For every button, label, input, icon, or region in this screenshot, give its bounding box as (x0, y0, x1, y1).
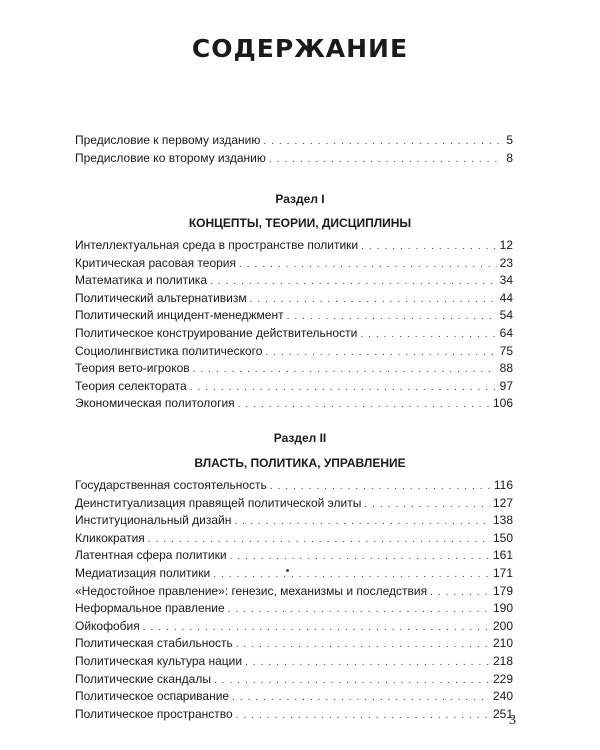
section-2-list (75, 477, 513, 723)
toc-entry-page: 150 (492, 530, 513, 545)
dot-leader (210, 273, 497, 291)
toc-entry-page: 34 (499, 273, 513, 288)
dot-leader (236, 636, 490, 654)
section-2-heading: ВЛАСТЬ, ПОЛИТИКА, УПРАВЛЕНИЕ (194, 456, 406, 470)
toc-entry[interactable] (75, 583, 513, 601)
dot-leader (236, 707, 490, 725)
dot-leader (232, 689, 490, 707)
toc-entry-page: 200 (492, 618, 513, 633)
toc-entry[interactable] (75, 653, 513, 671)
dot-leader (269, 151, 503, 169)
toc-entry[interactable] (75, 495, 513, 513)
dot-leader (228, 601, 490, 619)
toc-entry-title: «Недостойное правление»: генезис, механизмы и последствия (75, 583, 428, 598)
dot-leader (238, 396, 490, 414)
toc-entry[interactable] (75, 237, 513, 255)
toc-entry-page: 161 (492, 548, 513, 563)
toc-entry-title: Экономическая политология (75, 396, 235, 411)
toc-entry[interactable] (75, 395, 513, 413)
toc-entry-title: Политический инцидент-менеджмент (75, 308, 284, 323)
toc-entry-title: Латентная сфера политики (75, 548, 227, 563)
preface-list (75, 132, 513, 167)
toc-entry-title: Государственная состоятельность (75, 478, 267, 492)
toc-entry-title: Политическое оспаривание (75, 689, 230, 704)
toc-entry-title: Критическая расовая теория (75, 255, 236, 270)
dot-leader (263, 133, 503, 151)
toc-entry-page: 97 (499, 378, 513, 393)
dot-leader (270, 478, 491, 496)
toc-entry[interactable] (75, 565, 513, 583)
page-number: 3 (509, 713, 516, 728)
toc-entry[interactable] (75, 272, 513, 290)
dot-leader (265, 344, 496, 362)
toc-entry-page: 12 (499, 238, 513, 252)
dot-leader (143, 619, 490, 637)
toc-entry[interactable] (75, 530, 513, 548)
toc-entry[interactable] (75, 512, 513, 530)
toc-entry-title: Институциональный дизайн (75, 513, 232, 528)
dot-leader (214, 672, 490, 690)
toc-entry-page: 251 (492, 706, 513, 721)
toc-entry[interactable] (75, 477, 513, 495)
dot-leader (193, 361, 497, 379)
dot-leader (230, 548, 490, 566)
toc-entry-page: 54 (499, 308, 513, 323)
toc-entry-title: Политические скандалы (75, 671, 211, 686)
toc-entry[interactable] (75, 255, 513, 273)
toc-entry[interactable] (75, 307, 513, 325)
toc-entry-page: 44 (499, 290, 513, 305)
toc-entry-title: Социолингвистика политического (75, 343, 263, 358)
toc-entry-page: 23 (499, 255, 513, 270)
dot-leader (364, 496, 490, 514)
section-2-label: Раздел II (273, 431, 327, 445)
toc-entry-title: Политическое конструирование действительности (75, 325, 358, 340)
toc-entry-title: Теория вето-игроков (75, 361, 190, 376)
toc-entry-title: Кликократия (75, 530, 145, 545)
toc-entry[interactable] (75, 325, 513, 343)
toc-entry-page: 5 (506, 133, 513, 147)
toc-entry[interactable] (75, 547, 513, 565)
toc-entry-title: Ойкофобия (75, 618, 140, 633)
toc-entry-preface-first[interactable] (75, 132, 513, 150)
section-1-label: Раздел I (275, 192, 325, 206)
dot-leader (148, 531, 490, 549)
toc-entry-preface-second[interactable] (75, 150, 513, 168)
dot-leader (250, 291, 497, 309)
toc-entry-page: 229 (492, 671, 513, 686)
toc-entry[interactable] (75, 290, 513, 308)
toc-entry-title: Теория селектората (75, 378, 187, 393)
dot-leader (213, 566, 490, 584)
toc-entry[interactable] (75, 706, 513, 724)
toc-entry-page: 240 (492, 689, 513, 704)
page-title: СОДЕРЖАНИЕ (191, 34, 409, 63)
toc-entry-title: Политическая стабильность (75, 636, 233, 651)
toc-entry-title: Предисловие ко второму изданию (75, 150, 266, 165)
toc-entry-title: Политическая культура нации (75, 653, 243, 668)
toc-entry-title: Медиатизация политики (75, 565, 211, 580)
toc-entry-page: 64 (499, 325, 513, 340)
toc-entry[interactable] (75, 635, 513, 653)
toc-entry-page: 171 (492, 565, 513, 580)
toc-entry-page: 218 (492, 653, 513, 668)
toc-entry-page: 127 (492, 495, 513, 510)
toc-entry[interactable] (75, 671, 513, 689)
dot-leader (239, 256, 497, 274)
toc-entry-title: Математика и политика (75, 273, 207, 288)
print-speck (286, 569, 289, 572)
dot-leader (245, 654, 490, 672)
toc-entry[interactable] (75, 360, 513, 378)
toc-entry[interactable] (75, 378, 513, 396)
toc-entry-title: Политический альтернативизм (75, 290, 247, 305)
toc-entry-page: 75 (499, 343, 513, 358)
dot-leader (360, 326, 496, 344)
toc-entry-page: 190 (492, 601, 513, 616)
toc-entry-page: 138 (492, 513, 513, 528)
toc-entry-title: Интеллектуальная среда в пространстве политики (75, 238, 359, 252)
toc-entry-title: Неформальное правление (75, 601, 225, 616)
toc-entry-title: Деинституализация правящей политической элиты (75, 495, 362, 510)
dot-leader (430, 584, 490, 602)
toc-entry[interactable] (75, 600, 513, 618)
section-1-heading: КОНЦЕПТЫ, ТЕОРИИ, ДИСЦИПЛИНЫ (188, 216, 412, 230)
toc-entry-title: Предисловие к первому изданию (75, 133, 261, 147)
toc-entry[interactable] (75, 688, 513, 706)
toc-entry-page: 210 (492, 636, 513, 651)
toc-entry-title: Политическое пространство (75, 706, 233, 721)
toc-entry-page: 179 (492, 583, 513, 598)
toc-entry-page: 88 (499, 361, 513, 376)
toc-entry-page: 106 (492, 396, 513, 411)
dot-leader (234, 513, 490, 531)
toc-entry-page: 8 (506, 150, 513, 165)
section-1-list (75, 237, 513, 413)
toc-entry[interactable] (75, 343, 513, 361)
dot-leader (190, 379, 497, 397)
dot-leader (361, 238, 497, 256)
toc-entry[interactable] (75, 618, 513, 636)
toc-entry-page: 116 (493, 478, 513, 492)
dot-leader (287, 308, 497, 326)
